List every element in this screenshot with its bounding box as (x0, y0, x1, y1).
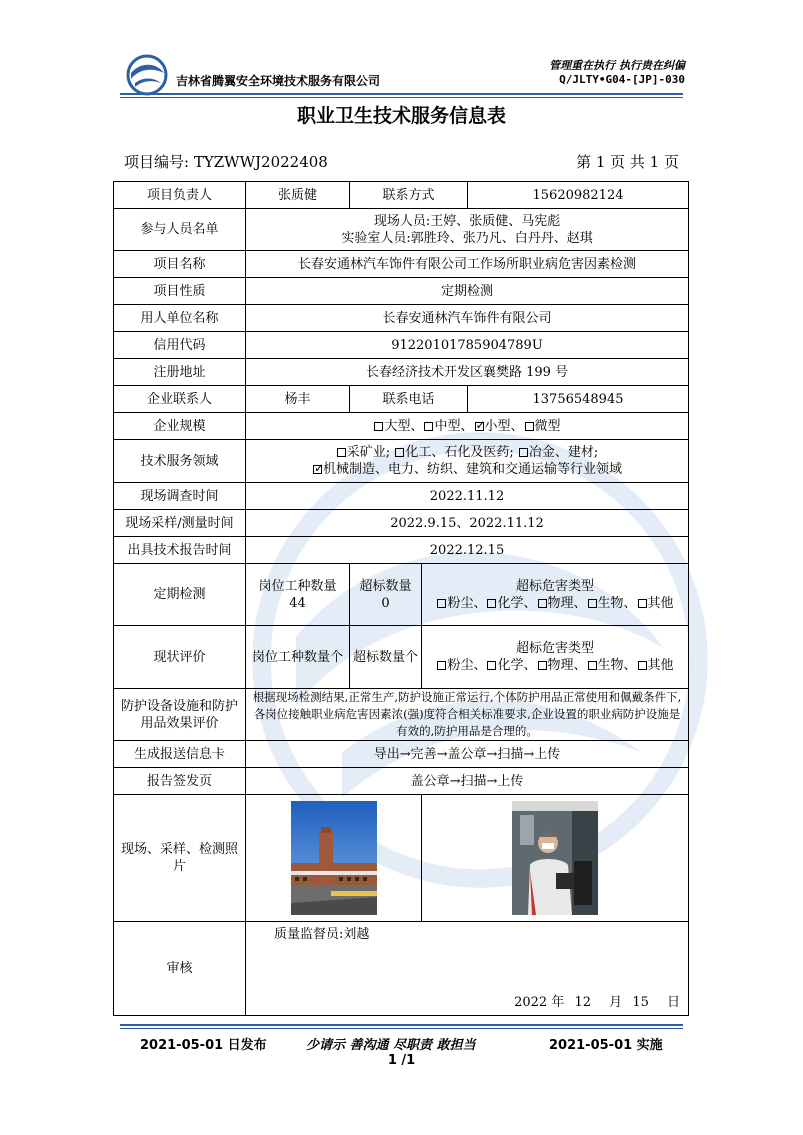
checkbox-icon (424, 422, 433, 431)
participants-value (246, 209, 689, 251)
hazard-option[interactable]: 其他 (637, 658, 674, 673)
scale-options (246, 413, 689, 440)
release-date: 2021-05-01 日发布 (140, 1038, 267, 1053)
periodic-hazard: 超标危害类型 粉尘、 化学、 物理、 生物、 其他 (422, 564, 689, 626)
status-hazard-options (424, 657, 686, 674)
checkbox-icon (519, 448, 528, 457)
hazard-option[interactable]: 化学、 (486, 658, 536, 673)
scale-label: 企业规模 (114, 413, 246, 440)
photo-sampling-cell (422, 795, 689, 922)
checkbox-icon (538, 661, 547, 670)
contact-value: 15620982124 (468, 182, 689, 209)
company-name: 吉林省腾翼安全环境技术服务有限公司 (176, 74, 381, 88)
hazard-option[interactable]: 化学、 (486, 596, 536, 611)
periodic-exceed-value: 0 (381, 595, 390, 611)
header-rule-thin (120, 97, 683, 98)
employer-value: 长春安通林汽车饰件有限公司 (246, 305, 689, 332)
address-value: 长春经济技术开发区襄樊路 199 号 (246, 359, 689, 386)
status-exceed: 超标数量个 (350, 626, 422, 689)
participants-lab: 实验室人员:郭胜玲、张乃凡、白丹丹、赵琪 (341, 230, 593, 246)
periodic-posts-value: 44 (289, 595, 306, 611)
contact-label: 联系方式 (350, 182, 468, 209)
scale-option[interactable]: 微型 (524, 419, 561, 434)
periodic-posts: 岗位工种数量 44 (246, 564, 350, 626)
photo-site-cell (246, 795, 422, 922)
domain-options (246, 440, 689, 483)
hazard-option[interactable]: 物理、 (537, 658, 587, 673)
survey-time-label: 现场调查时间 (114, 483, 246, 510)
project-name-value: 长春安通林汽车饰件有限公司工作场所职业病危害因素检测 (246, 251, 689, 278)
hazard-option[interactable]: 物理、 (537, 596, 587, 611)
status-posts: 岗位工种数量个 (246, 626, 350, 689)
report-time-value: 2022.12.15 (246, 537, 689, 564)
checkbox-icon (395, 448, 404, 457)
checkbox-icon (538, 599, 547, 608)
domain-label: 技术服务领域 (114, 440, 246, 483)
checkbox-icon (487, 661, 496, 670)
signature-label: 报告签发页 (114, 768, 246, 795)
signature-flow: 盖公章→扫描→上传 (246, 768, 689, 795)
project-nature-value: 定期检测 (246, 278, 689, 305)
periodic-exceed: 超标数量 0 (350, 564, 422, 626)
site-building-photo (291, 801, 377, 915)
review-date: 2022 年 12 月 15 日 (514, 995, 681, 1010)
project-number (124, 151, 328, 172)
quality-supervisor: 质量监督员:刘越 (274, 927, 370, 942)
leader-label: 项目负责人 (114, 182, 246, 209)
company-contact-value: 杨丰 (246, 386, 350, 413)
header-rule (120, 93, 683, 95)
project-number-value: TYZWWJ2022408 (193, 153, 328, 171)
company-contact-label: 企业联系人 (114, 386, 246, 413)
report-time-label: 出具技术报告时间 (114, 537, 246, 564)
page-title: 职业卫生技术服务信息表 (296, 105, 506, 127)
checkbox-icon (525, 422, 534, 431)
review-cell (246, 922, 689, 1016)
photos-label: 现场、采样、检测照片 (114, 795, 246, 922)
checkbox-icon (487, 599, 496, 608)
card-label: 生成报送信息卡 (114, 741, 246, 768)
sampling-time-value: 2022.9.15、2022.11.12 (246, 510, 689, 537)
domain-option[interactable]: ✓机械制造、电力、纺织、建筑和交通运输等行业领域 (312, 462, 622, 477)
participants-label: 参与人员名单 (114, 209, 246, 251)
periodic-hazard-options (424, 595, 686, 612)
sampling-worker-photo (512, 801, 598, 915)
credit-code-label: 信用代码 (114, 332, 246, 359)
status-hazard: 超标危害类型 粉尘、 化学、 物理、 生物、 其他 (422, 626, 689, 689)
domain-line-1 (248, 444, 686, 461)
page-info: 第 1 页 共 1 页 (576, 153, 679, 171)
info-table (113, 181, 689, 1016)
domain-option[interactable]: 采矿业; (336, 445, 390, 460)
checked-checkbox-icon (313, 465, 322, 474)
domain-option[interactable]: 冶金、建材; (518, 445, 598, 460)
survey-time-value: 2022.11.12 (246, 483, 689, 510)
address-label: 注册地址 (114, 359, 246, 386)
checkbox-icon (374, 422, 383, 431)
leader-value: 张质健 (246, 182, 350, 209)
document-code: Q/JLTY•G04-[JP]-030 (559, 73, 685, 86)
checkbox-icon (337, 448, 346, 457)
checkbox-icon (437, 599, 446, 608)
company-phone-value: 13756548945 (468, 386, 689, 413)
footer-rule-thin (120, 1028, 683, 1029)
card-flow: 导出→完善→盖公章→扫描→上传 (246, 741, 689, 768)
hazard-option[interactable]: 粉尘、 (436, 596, 486, 611)
header-slogan: 管理重在执行 执行贵在纠偏 (549, 59, 685, 72)
scale-option[interactable]: ✓ 小型、 (474, 419, 524, 434)
status-label: 现状评价 (114, 626, 246, 689)
hazard-option[interactable]: 粉尘、 (436, 658, 486, 673)
project-number-label: 项目编号: (124, 153, 190, 171)
review-label: 审核 (114, 922, 246, 1016)
checkbox-icon (638, 599, 647, 608)
checkbox-icon (588, 661, 597, 670)
participants-site: 现场人员:王婷、张质健、马宪彪 (373, 213, 561, 229)
domain-option[interactable]: 化工、石化及医药; (394, 445, 513, 460)
scale-option[interactable]: 大型、 (373, 419, 423, 434)
periodic-label: 定期检测 (114, 564, 246, 626)
checked-checkbox-icon (475, 422, 484, 431)
hazard-option[interactable]: 其他 (637, 596, 674, 611)
footer-motto: 少请示 善沟通 尽职责 敢担当 (306, 1038, 476, 1053)
checkbox-icon (437, 661, 446, 670)
checkbox-icon (638, 661, 647, 670)
checkbox-icon (588, 599, 597, 608)
implement-date: 2021-05-01 实施 (549, 1038, 663, 1053)
domain-line-2 (248, 461, 686, 478)
hazard-option[interactable]: 生物、 (587, 658, 637, 673)
protection-text: 根据现场检测结果,正常生产,防护设施正常运行,个体防护用品正常使用和佩戴条件下,各岗位接触职业病危害因素浓(强)度符合相关标准要求,企业设置的职业病防护设施是有效的,防护用品是合理的。 (246, 689, 689, 741)
protection-label: 防护设备设施和防护用品效果评价 (114, 689, 246, 741)
scale-option[interactable]: 中型、 (423, 419, 473, 434)
project-name-label: 项目名称 (114, 251, 246, 278)
hazard-option[interactable]: 生物、 (587, 596, 637, 611)
project-nature-label: 项目性质 (114, 278, 246, 305)
company-phone-label: 联系电话 (350, 386, 468, 413)
employer-label: 用人单位名称 (114, 305, 246, 332)
page-number: 1 /1 (387, 1053, 416, 1068)
sampling-time-label: 现场采样/测量时间 (114, 510, 246, 537)
company-logo (126, 54, 168, 96)
credit-code-value: 91220101785904789U (246, 332, 689, 359)
footer-rule (120, 1024, 683, 1026)
